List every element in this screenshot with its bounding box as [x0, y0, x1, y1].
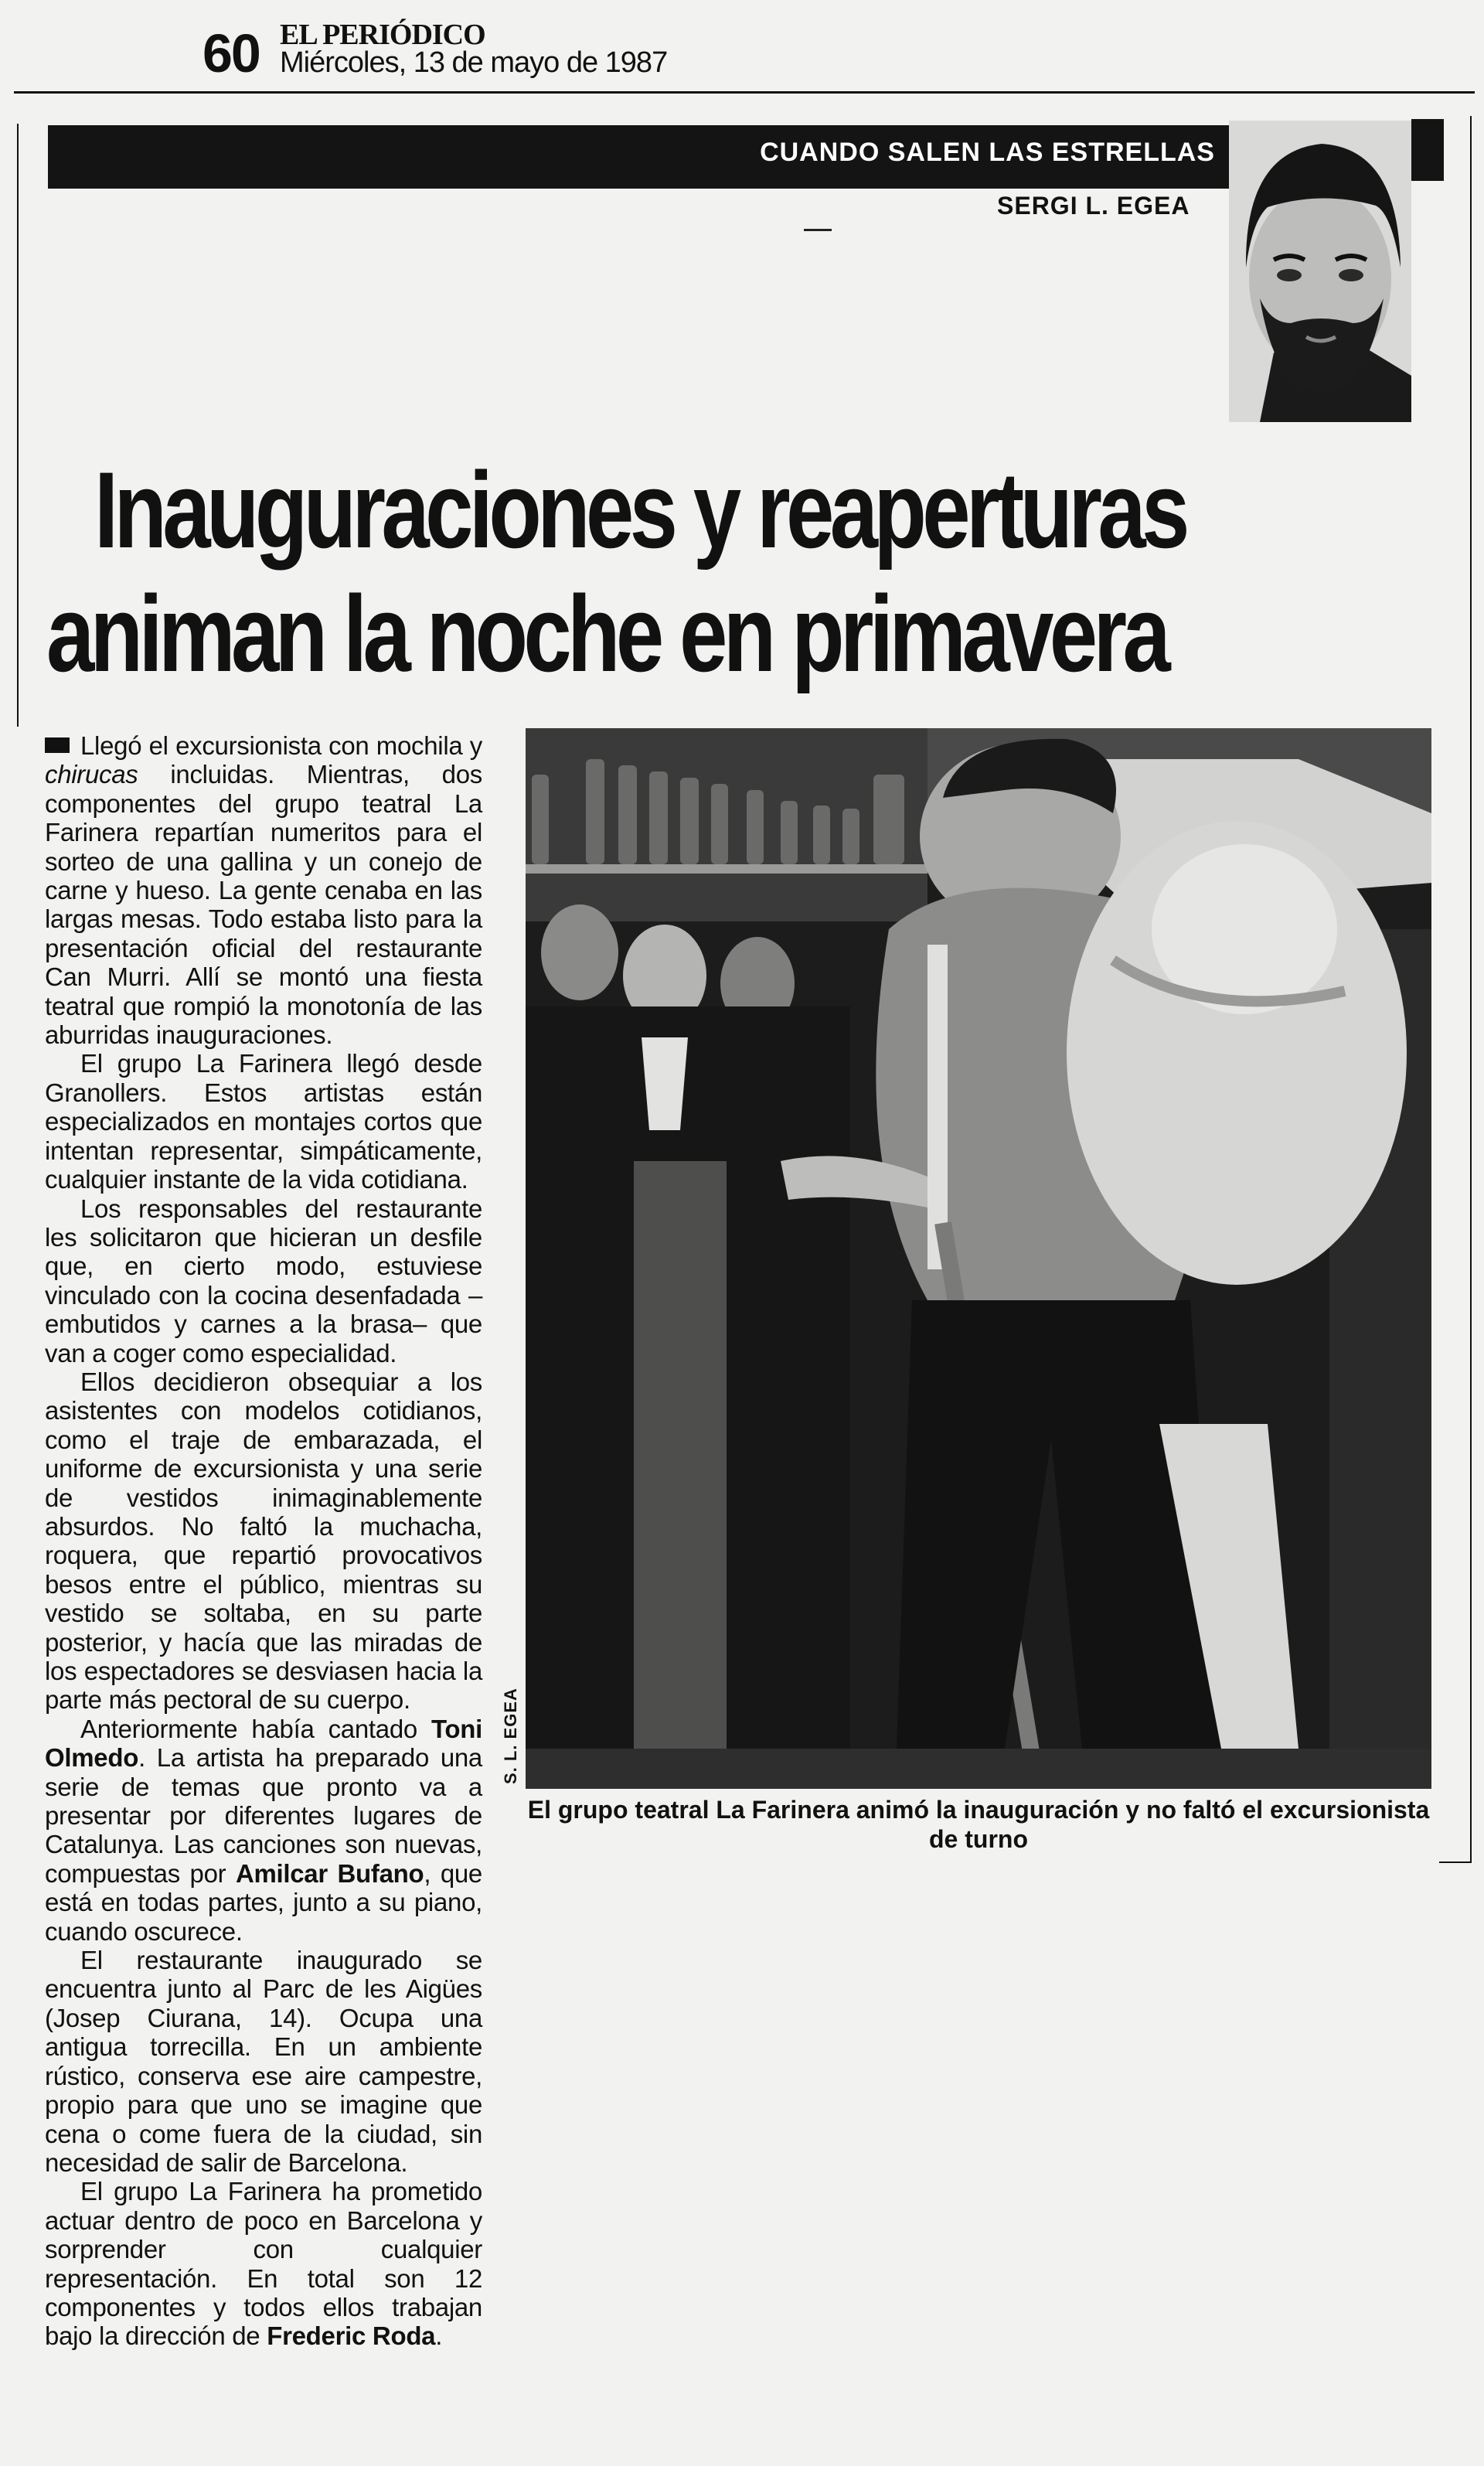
article-paragraph: Los responsables del restaurante les solicitaron que hicieran un desfile que, en cierto modo, estuviese vinculado con la cocina desenfadada –embutidos y carnes a la brasa– que van a coger como especialidad. — [45, 1194, 482, 1368]
masthead-rule — [14, 91, 1475, 94]
article-paragraph — [45, 1715, 482, 1946]
newspaper-name: EL PERIÓDICO — [280, 19, 485, 51]
person-name: Frederic Roda — [267, 2321, 436, 2351]
right-foot-rule — [1439, 1861, 1472, 1863]
left-column-rule — [17, 124, 19, 727]
photo-caption: El grupo teatral La Farinera animó la inauguración y no faltó el excursionista de turno — [527, 1796, 1430, 1853]
issue-date: Miércoles, 13 de mayo de 1987 — [280, 46, 668, 79]
article-paragraph — [45, 2177, 482, 2350]
paragraph-text: El grupo La Farinera ha prometido actuar dentro de poco en Barcelona y sorprender con cualquier representación. En total son 12 componentes y todos ellos trabajan bajo la dirección de — [45, 2177, 482, 2351]
headline — [46, 448, 1438, 696]
section-banner-tab — [1411, 119, 1444, 181]
author-portrait-image — [1229, 121, 1411, 422]
paragraph-text: . La artista ha preparado una serie de temas que pronto va a presentar por diferentes lugares de Catalunya. Las canciones son nuevas, compuestas por — [45, 1743, 482, 1888]
section-title: CUANDO SALEN LAS ESTRELLAS — [760, 138, 1215, 167]
page-number: 60 — [203, 23, 260, 83]
italic-term: chirucas — [45, 760, 138, 789]
article-paragraph — [45, 731, 482, 1049]
paragraph-text: Llegó el excursionista con mochila y — [80, 731, 482, 760]
author-portrait — [1229, 121, 1411, 422]
article-paragraph: Ellos decidieron obsequiar a los asistentes con modelos cotidianos, como el traje de embarazada, el uniforme de excursionista y una serie de vestidos inimaginablemente absurdos. No faltó la muchacha, roquera, que repartió provocativos besos entre el público, mientras su vestido se soltaba, en su parte posterior, y hacía que las miradas de los espectadores se desviasen hacia la parte más pectoral de su cuerpo. — [45, 1367, 482, 1715]
person-name: Amilcar Bufano — [235, 1858, 424, 1888]
event-photo-image — [526, 728, 1431, 1789]
paragraph-text: Anteriormente había cantado — [80, 1714, 431, 1743]
photo-credit-text: S. L. EGEA — [501, 1688, 520, 1784]
article-paragraph: El grupo La Farinera llegó desde Granollers. Estos artistas están especializados en montajes cortos que intentan representar, simpáticamente, cualquier instante de la vida cotidiana. — [45, 1049, 482, 1194]
right-column-rule — [1470, 116, 1472, 1863]
lead-marker — [45, 737, 70, 753]
paragraph-text: . — [435, 2321, 443, 2351]
headline-line-1: Inauguraciones y reaperturas — [94, 449, 1186, 571]
event-photo — [526, 728, 1431, 1789]
paragraph-text: , que está en todas partes, junto a su piano, cuando oscurece. — [45, 1858, 482, 1946]
paragraph-text: incluidas. Mientras, dos componentes del grupo teatral La Farinera repartían numeritos para el sorteo de una gallina y un conejo de carne y hueso. La gente cenaba en las largas mesas. Todo estaba listo para la presentación oficial del restaurante Can Murri. Allí se montó una fiesta teatral que rompió la monotonía de las aburridas inauguraciones. — [45, 760, 482, 1050]
byline-dash — [804, 229, 832, 231]
author-byline: SERGI L. EGEA — [997, 192, 1190, 220]
article-paragraph: El restaurante inaugurado se encuentra junto al Parc de les Aigües (Josep Ciurana, 14). Ocupa una antigua torrecilla. En un ambiente rústico, conserva ese aire campestre, propio para que uno se imagine que cena o come fuera de la ciudad, sin necesidad de salir de Barcelona. — [45, 1946, 482, 2177]
photo-credit — [488, 1685, 535, 1786]
person-name: Toni Olmedo — [45, 1714, 482, 1773]
headline-line-2: animan la noche en primavera — [46, 573, 1167, 694]
article-body — [45, 731, 482, 2351]
section-banner — [48, 125, 1230, 189]
